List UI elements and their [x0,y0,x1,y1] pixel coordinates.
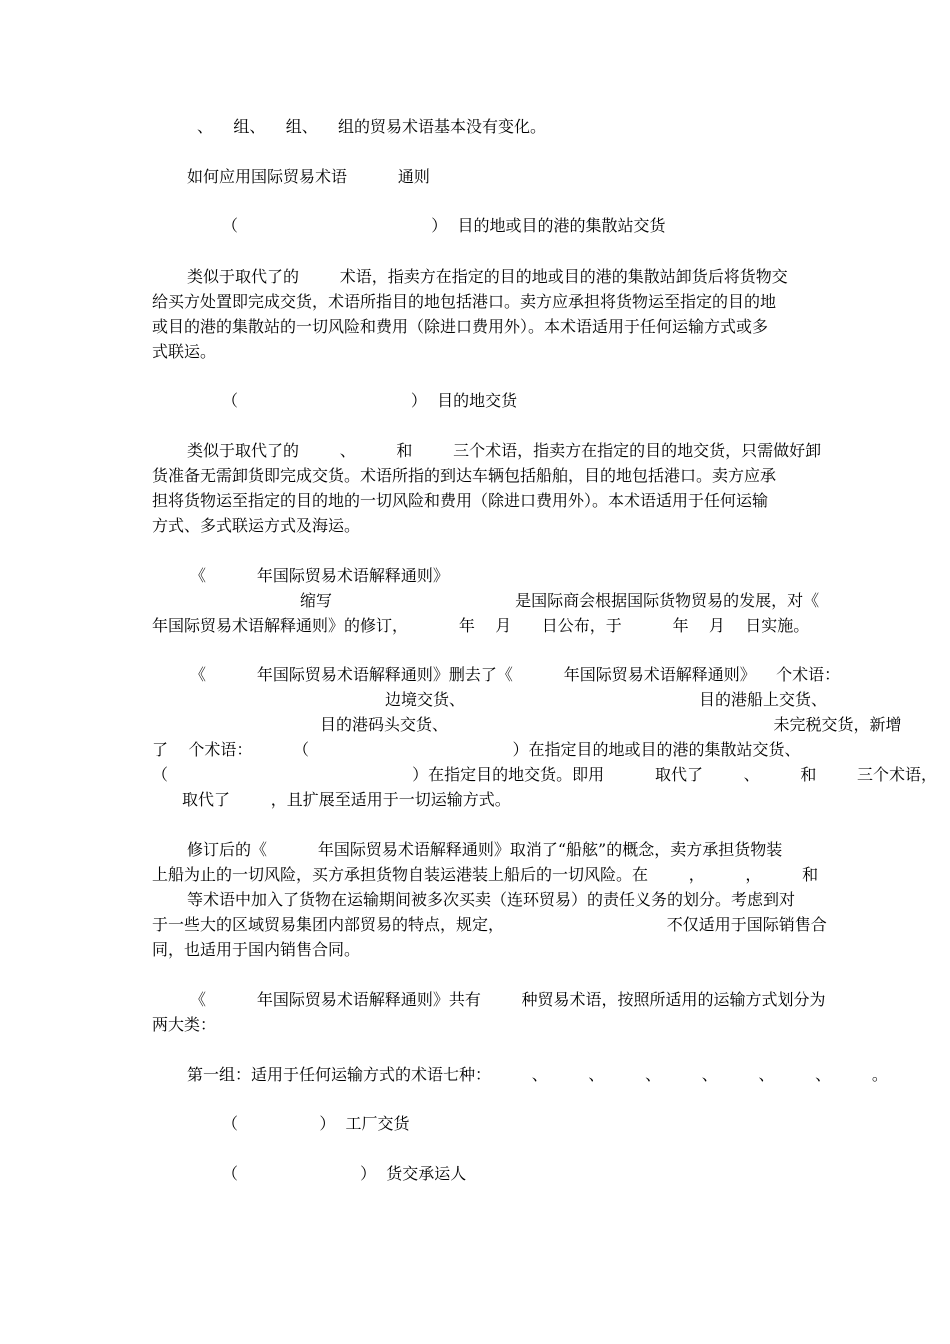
group-heading: 第一组：适用于任何运输方式的术语七种： 、 、 、 、 、 、 。 [187,1065,888,1084]
paragraph-line: 了 个术语： （ ）在指定目的地或目的港的集散站交货、 [152,740,801,759]
term-heading: （ ） 工厂交货 [222,1114,410,1133]
paragraph-line: 《 年国际贸易术语解释通则》共有 种贸易术语，按照所适用的运输方式划分为 [190,990,826,1009]
paragraph-line: 式联运。 [152,342,217,361]
section-heading: 如何应用国际贸易术语 通则 [187,167,430,186]
paragraph-line: （ ）在指定目的地交货。即用 取代了 、 和 三个术语， [152,765,938,784]
paragraph-line: 缩写 是国际商会根据国际货物贸易的发展，对《 [300,591,820,610]
paragraph-line: 货准备无需卸货即完成交货。术语所指的到达车辆包括船舶，目的地包括港口。卖方应承 [152,466,777,485]
paragraph-line: 或目的港的集散站的一切风险和费用（除进口费用外）。本术语适用于任何运输方式或多 [152,317,769,336]
paragraph-line: 类似于取代了的 术语，指卖方在指定的目的地或目的港的集散站卸货后将货物交 [187,267,788,286]
paragraph-line: 目的港码头交货、 未完税交货，新增 [320,715,902,734]
paragraph-line: 两大类： [152,1015,217,1034]
paragraph-line: 类似于取代了的 、 和 三个术语，指卖方在指定的目的地交货，只需做好卸 [187,441,822,460]
paragraph-line: 边境交货、 目的港船上交货、 [385,690,827,709]
term-heading: （ ） 目的地交货 [222,391,518,410]
paragraph-line: 给买方处置即完成交货，术语所指目的地包括港口。卖方应承担将货物运至指定的目的地 [152,292,777,311]
paragraph-line: 上船为止的一切风险，买方承担货物自装运港装上船后的一切风险。在 ， ， 和 [152,865,819,884]
paragraph-line: 年国际贸易术语解释通则》的修订， 年 月 日公布，于 年 月 日实施。 [152,616,810,635]
paragraph-line: 取代了 ，且扩展至适用于一切运输方式。 [182,790,511,809]
paragraph-line: 担将货物运至指定的目的地的一切风险和费用（除进口费用外）。本术语适用于任何运输 [152,491,769,510]
paragraph-line: 方式、多式联运方式及海运。 [152,516,361,535]
paragraph-line: 《 年国际贸易术语解释通则》 [190,566,449,585]
paragraph-line: 同，也适用于国内销售合同。 [152,940,361,959]
paragraph-line: 《 年国际贸易术语解释通则》删去了《 年国际贸易术语解释通则》 个术语： [190,665,841,684]
paragraph-line: 等术语中加入了货物在运输期间被多次买卖（连环贸易）的责任义务的划分。考虑到对 [187,890,796,909]
term-heading: （ ） 货交承运人 [222,1164,467,1183]
text-line: 、 组、 组、 组的贸易术语基本没有变化。 [197,117,547,136]
term-heading: （ ） 目的地或目的港的集散站交货 [222,216,666,235]
paragraph-line: 修订后的《 年国际贸易术语解释通则》取消了“船舷”的概念，卖方承担货物装 [187,840,783,859]
paragraph-line: 于一些大的区域贸易集团内部贸易的特点，规定， 不仅适用于国际销售合 [152,915,827,934]
